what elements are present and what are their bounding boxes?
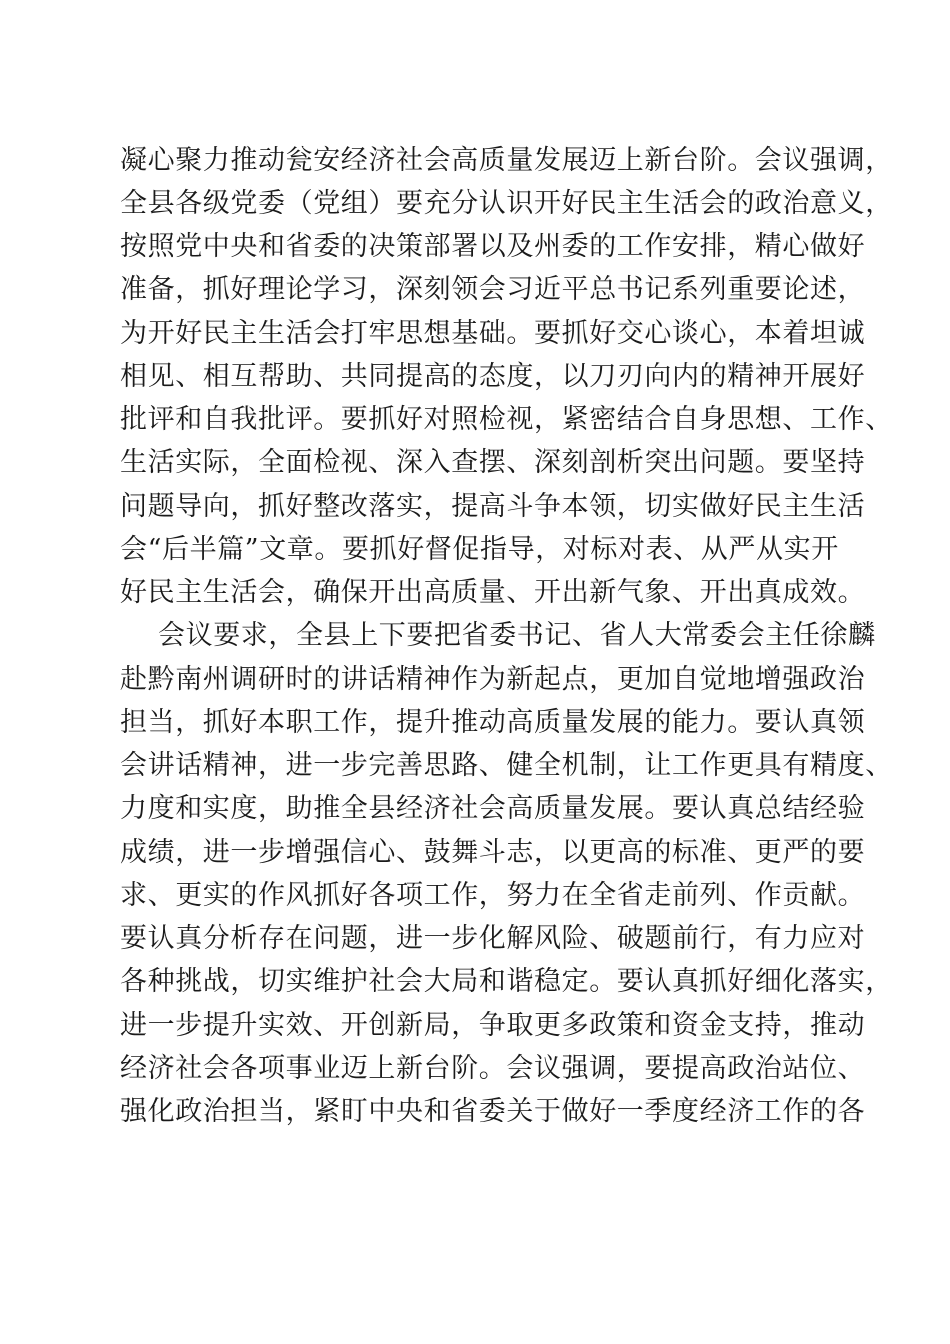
text-line: 进一步提升实效、开创新局，争取更多政策和资金支持，推动 — [120, 1010, 866, 1041]
text-line: 求、更实的作风抓好各项工作，努力在全省走前列、作贡献。 — [120, 880, 866, 911]
text-line: 强化政治担当，紧盯中央和省委关于做好一季度经济工作的各 — [120, 1096, 866, 1127]
text-line: 批评和自我批评。要抓好对照检视，紧密结合自身思想、工作、 — [120, 404, 893, 435]
text-line: 准备，抓好理论学习，深刻领会习近平总书记系列重要论述， — [120, 274, 866, 305]
text-line: 会讲话精神，进一步完善思路、健全机制，让工作更具有精度、 — [120, 750, 893, 781]
text-line: 各种挑战，切实维护社会大局和谐稳定。要认真抓好细化落实， — [120, 966, 893, 997]
text-line: 按照党中央和省委的决策部署以及州委的工作安排，精心做好 — [120, 231, 866, 262]
text-line: 会议要求，全县上下要把省委书记、省人大常委会主任徐麟 — [158, 620, 876, 651]
text-line: 力度和实度，助推全县经济社会高质量发展。要认真总结经验 — [120, 793, 866, 824]
text-line: 会“后半篇”文章。要抓好督促指导，对标对表、从严从实开 — [120, 534, 839, 565]
text-line: 为开好民主生活会打牢思想基础。要抓好交心谈心，本着坦诚 — [120, 318, 866, 349]
text-line: 赴黔南州调研时的讲话精神作为新起点，更加自觉地增强政治 — [120, 664, 866, 695]
text-line: 经济社会各项事业迈上新台阶。会议强调，要提高政治站位、 — [120, 1053, 866, 1084]
text-line: 生活实际，全面检视、深入查摆、深刻剖析突出问题。要坚持 — [120, 447, 866, 478]
text-line: 担当，抓好本职工作，提升推动高质量发展的能力。要认真领 — [120, 707, 866, 738]
text-line: 凝心聚力推动瓮安经济社会高质量发展迈上新台阶。会议强调， — [120, 145, 893, 176]
text-line: 相见、相互帮助、共同提高的态度，以刀刃向内的精神开展好 — [120, 361, 866, 392]
text-line: 问题导向，抓好整改落实，提高斗争本领，切实做好民主生活 — [120, 491, 866, 522]
text-line: 成绩，进一步增强信心、鼓舞斗志，以更高的标准、更严的要 — [120, 837, 866, 868]
text-line: 要认真分析存在问题，进一步化解风险、破题前行，有力应对 — [120, 923, 866, 954]
text-line: 好民主生活会，确保开出高质量、开出新气象、开出真成效。 — [120, 577, 866, 608]
text-line: 全县各级党委（党组）要充分认识开好民主生活会的政治意义， — [120, 188, 893, 219]
